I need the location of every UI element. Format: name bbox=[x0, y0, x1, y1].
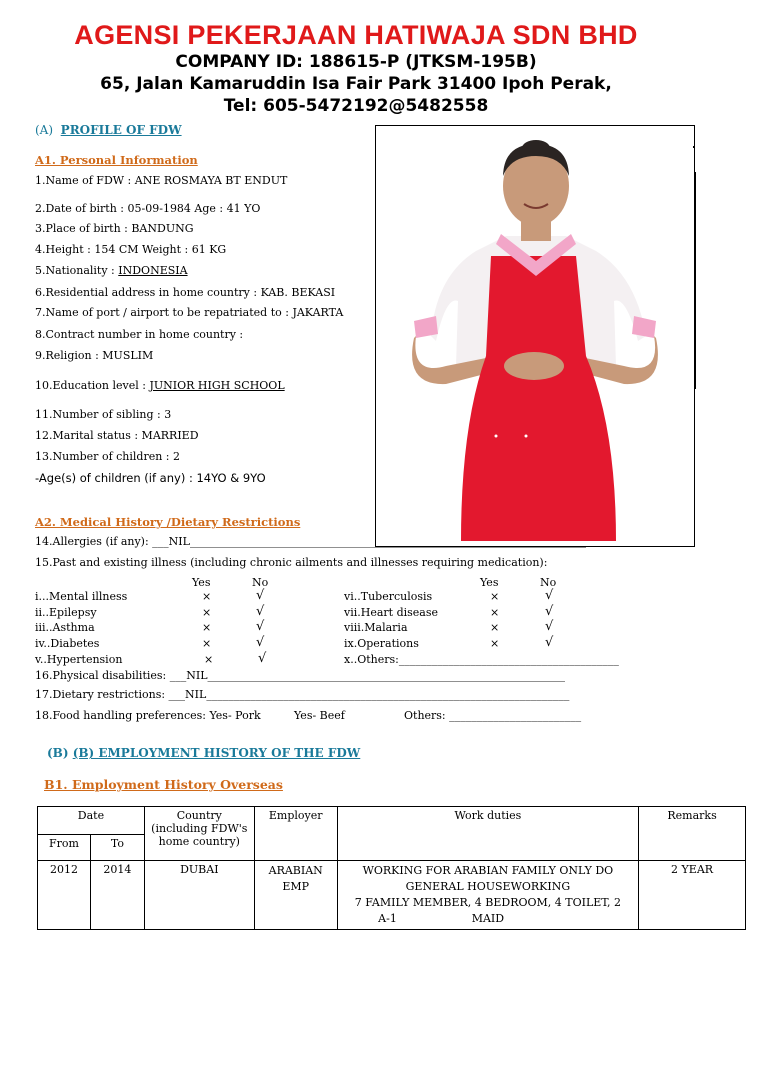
header-duties: Work duties bbox=[337, 807, 638, 861]
illness-no: √ bbox=[258, 651, 267, 666]
agency-name: AGENSI PEKERJAAN HATIWAJA SDN BHD bbox=[74, 20, 638, 50]
header-employer: Employer bbox=[254, 807, 337, 861]
header-date: Date bbox=[38, 807, 145, 835]
illness-no: √ bbox=[256, 604, 265, 619]
food-others: Others: ________________________ bbox=[404, 709, 582, 722]
fdw-children-ages: -Age(s) of children (if any) : 14YO & 9YO bbox=[35, 471, 266, 485]
fdw-portrait-illustration bbox=[376, 126, 694, 546]
illness-yes: × bbox=[202, 606, 212, 619]
fdw-dob: 2.Date of birth : 05-09-1984 Age : 41 YO bbox=[35, 202, 261, 215]
illness-yes: × bbox=[490, 637, 500, 650]
illness-label: i...Mental illness bbox=[35, 590, 128, 603]
illness-no: √ bbox=[256, 588, 265, 603]
cell-employer: ARABIAN EMP bbox=[254, 861, 337, 930]
header-from: From bbox=[38, 835, 91, 861]
past-illness: 15.Past and existing illness (including chronic ailments and illnesses requiring medication): bbox=[35, 556, 548, 569]
margin-line bbox=[695, 172, 696, 389]
section-b-title: (B) (B) EMPLOYMENT HISTORY OF THE FDW bbox=[47, 746, 361, 760]
illness-yes: × bbox=[204, 653, 214, 666]
cell-from: 2012 bbox=[38, 861, 91, 930]
fdw-marital: 12.Marital status : MARRIED bbox=[35, 429, 199, 442]
fdw-contract: 8.Contract number in home country : bbox=[35, 328, 244, 341]
section-a-title: PROFILE OF FDW bbox=[60, 123, 182, 137]
physical-disabilities: 16.Physical disabilities: ___NIL_________________________________________________________________ bbox=[35, 669, 566, 682]
fdw-siblings: 11.Number of sibling : 3 bbox=[35, 408, 172, 421]
fdw-address: 6.Residential address in home country : KAB. BEKASI bbox=[35, 286, 336, 299]
illness-no: √ bbox=[545, 604, 554, 619]
fdw-birthplace: 3.Place of birth : BANDUNG bbox=[35, 222, 194, 235]
b1-title: B1. Employment History Overseas bbox=[44, 777, 283, 792]
company-address: 65, Jalan Kamaruddin Isa Fair Park 31400 Ipoh Perak, bbox=[100, 74, 612, 94]
dietary-restrictions: 17.Dietary restrictions: ___NIL__________________________________________________________________ bbox=[35, 688, 570, 701]
margin-mark bbox=[693, 146, 694, 148]
illness-label: vii.Heart disease bbox=[344, 606, 439, 619]
header-country: Country (including FDW's home country) bbox=[144, 807, 254, 861]
fdw-photo bbox=[375, 125, 695, 547]
cell-to: 2014 bbox=[90, 861, 144, 930]
illness-label: ii..Epilepsy bbox=[35, 606, 97, 619]
illness-yes: × bbox=[202, 590, 212, 603]
illness-label: v..Hypertension bbox=[35, 653, 123, 666]
illness-no: √ bbox=[256, 619, 265, 634]
fdw-height-weight: 4.Height : 154 CM Weight : 61 KG bbox=[35, 243, 227, 256]
fdw-name: 1.Name of FDW : ANE ROSMAYA BT ENDUT bbox=[35, 174, 288, 187]
illness-yes: × bbox=[490, 621, 500, 634]
no-header-right: No bbox=[540, 576, 557, 589]
fdw-port: 7.Name of port / airport to be repatriated to : JAKARTA bbox=[35, 306, 344, 319]
illness-label: ix.Operations bbox=[344, 637, 419, 650]
illness-no: √ bbox=[545, 588, 554, 603]
header-to: To bbox=[90, 835, 144, 861]
illness-no: √ bbox=[256, 635, 265, 650]
illness-yes: × bbox=[490, 590, 500, 603]
illness-yes: × bbox=[202, 621, 212, 634]
section-a-prefix: (A) bbox=[35, 123, 54, 137]
a2-title: A2. Medical History /Dietary Restrictions bbox=[35, 515, 301, 529]
cell-country: DUBAI bbox=[144, 861, 254, 930]
fdw-religion: 9.Religion : MUSLIM bbox=[35, 349, 154, 362]
cell-remarks: 2 YEAR bbox=[639, 861, 746, 930]
company-tel: Tel: 605-5472192@5482558 bbox=[223, 96, 489, 116]
header-remarks: Remarks bbox=[639, 807, 746, 861]
allergies: 14.Allergies (if any): ___NIL________________________________________________________________________ bbox=[35, 535, 586, 548]
illness-no: √ bbox=[545, 619, 554, 634]
illness-label: vi..Tuberculosis bbox=[344, 590, 433, 603]
illness-no: √ bbox=[545, 635, 554, 650]
food-beef: Yes- Beef bbox=[294, 709, 345, 722]
a1-title: A1. Personal Information bbox=[35, 153, 198, 167]
fdw-education: 10.Education level : JUNIOR HIGH SCHOOL bbox=[35, 379, 285, 392]
yes-header-right: Yes bbox=[480, 576, 499, 589]
illness-yes: × bbox=[490, 606, 500, 619]
food-preferences: 18.Food handling preferences: Yes- Pork bbox=[35, 709, 261, 722]
illness-label-others: x..Others:________________________________________ bbox=[344, 653, 619, 666]
yes-header-left: Yes bbox=[192, 576, 211, 589]
illness-label: iv..Diabetes bbox=[35, 637, 100, 650]
page-number: A-1 bbox=[378, 912, 397, 925]
duties-line: 7 FAMILY MEMBER, 4 BEDROOM, 4 TOILET, 2 MAID bbox=[354, 896, 622, 925]
section-a-heading bbox=[35, 123, 182, 137]
fdw-nationality: 5.Nationality : INDONESIA bbox=[35, 264, 188, 277]
illness-yes: × bbox=[202, 637, 212, 650]
illness-label: viii.Malaria bbox=[344, 621, 408, 634]
fdw-children: 13.Number of children : 2 bbox=[35, 450, 181, 463]
no-header-left: No bbox=[252, 576, 269, 589]
illness-label: iii..Asthma bbox=[35, 621, 95, 634]
duties-line: WORKING FOR ARABIAN FAMILY ONLY DO GENERAL HOUSEWORKING bbox=[362, 864, 614, 893]
company-id: COMPANY ID: 188615-P (JTKSM-195B) bbox=[175, 52, 537, 72]
